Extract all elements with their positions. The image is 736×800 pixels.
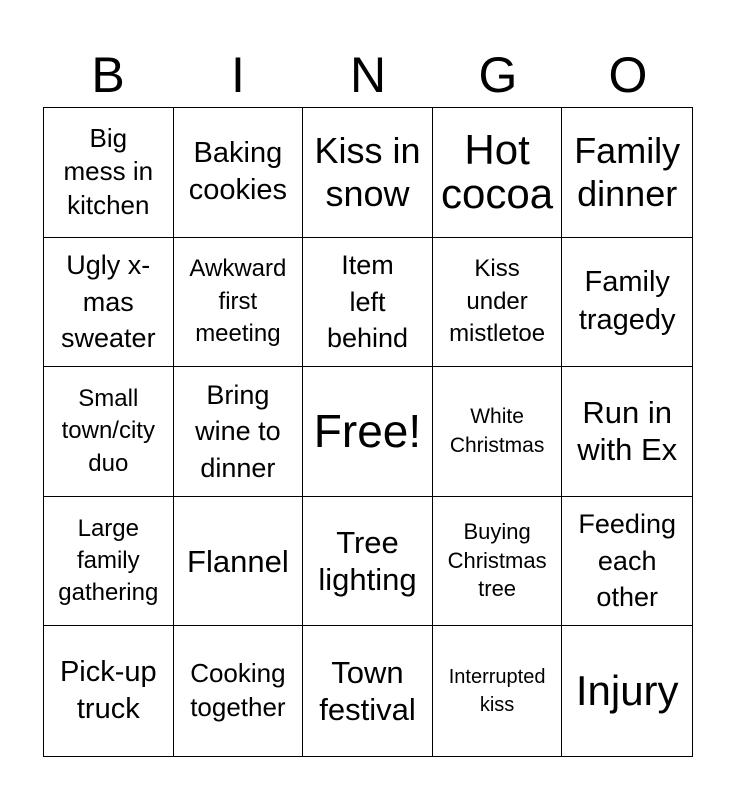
- header-letter-i: I: [231, 47, 245, 103]
- bingo-header: [43, 42, 693, 108]
- bingo-cell[interactable]: [174, 626, 304, 756]
- bingo-cell[interactable]: [44, 238, 174, 368]
- header-letter-b: B: [91, 47, 125, 103]
- free-space-cell[interactable]: [303, 367, 433, 497]
- cell-text: Ugly x- mas sweater: [61, 250, 156, 354]
- cell-text: Injury: [575, 667, 679, 715]
- header-letter-g: G: [478, 47, 518, 103]
- bingo-cell[interactable]: [174, 497, 304, 627]
- cell-text: Interrupted kiss: [448, 666, 546, 717]
- bingo-cell[interactable]: [303, 108, 433, 238]
- bingo-cell[interactable]: [433, 497, 563, 627]
- bingo-cell[interactable]: [174, 367, 304, 497]
- bingo-cell[interactable]: [433, 367, 563, 497]
- cell-text: Small town/city duo: [61, 384, 155, 477]
- bingo-cell[interactable]: [44, 497, 174, 627]
- cell-text: Tree lighting: [318, 524, 417, 598]
- bingo-board: [43, 107, 693, 757]
- cell-text: Item left behind: [326, 250, 409, 354]
- bingo-cell[interactable]: [433, 626, 563, 756]
- bingo-cell[interactable]: [562, 238, 692, 368]
- cell-text: Family dinner: [574, 130, 681, 215]
- bingo-cell[interactable]: [433, 238, 563, 368]
- cell-text: Cooking together: [190, 658, 286, 723]
- cell-text: Big mess in kitchen: [63, 122, 154, 221]
- cell-text: Family tragedy: [578, 266, 676, 336]
- cell-text: Bring wine to dinner: [195, 379, 281, 483]
- bingo-cell[interactable]: [44, 367, 174, 497]
- cell-text: Awkward first meeting: [189, 255, 287, 348]
- free-space-text: Free!: [313, 405, 422, 458]
- cell-text: Large family gathering: [58, 514, 159, 607]
- bingo-cell[interactable]: [303, 238, 433, 368]
- header-letter-n: N: [349, 47, 387, 103]
- bingo-cell[interactable]: [562, 108, 692, 238]
- bingo-cell[interactable]: [562, 367, 692, 497]
- cell-text: Baking cookies: [188, 136, 288, 207]
- cell-text: Kiss under mistletoe: [449, 255, 546, 348]
- cell-text: Flannel: [187, 543, 289, 579]
- cell-text: Hot cocoa: [441, 126, 554, 218]
- bingo-cell[interactable]: [562, 497, 692, 627]
- bingo-cell[interactable]: [174, 108, 304, 238]
- bingo-cell[interactable]: [44, 108, 174, 238]
- bingo-cell[interactable]: [562, 626, 692, 756]
- header-letter-o: O: [608, 47, 648, 103]
- bingo-cell[interactable]: [44, 626, 174, 756]
- bingo-cell[interactable]: [174, 238, 304, 368]
- cell-text: Run in with Ex: [577, 395, 678, 468]
- bingo-cell[interactable]: [303, 497, 433, 627]
- cell-text: Town festival: [319, 655, 416, 728]
- bingo-cell[interactable]: [433, 108, 563, 238]
- cell-text: White Christmas: [449, 405, 545, 458]
- bingo-cell[interactable]: [303, 626, 433, 756]
- cell-text: Buying Christmas tree: [447, 519, 547, 602]
- cell-text: Kiss in snow: [314, 130, 421, 215]
- cell-text: Feeding each other: [578, 509, 676, 613]
- cell-text: Pick-up truck: [59, 655, 157, 726]
